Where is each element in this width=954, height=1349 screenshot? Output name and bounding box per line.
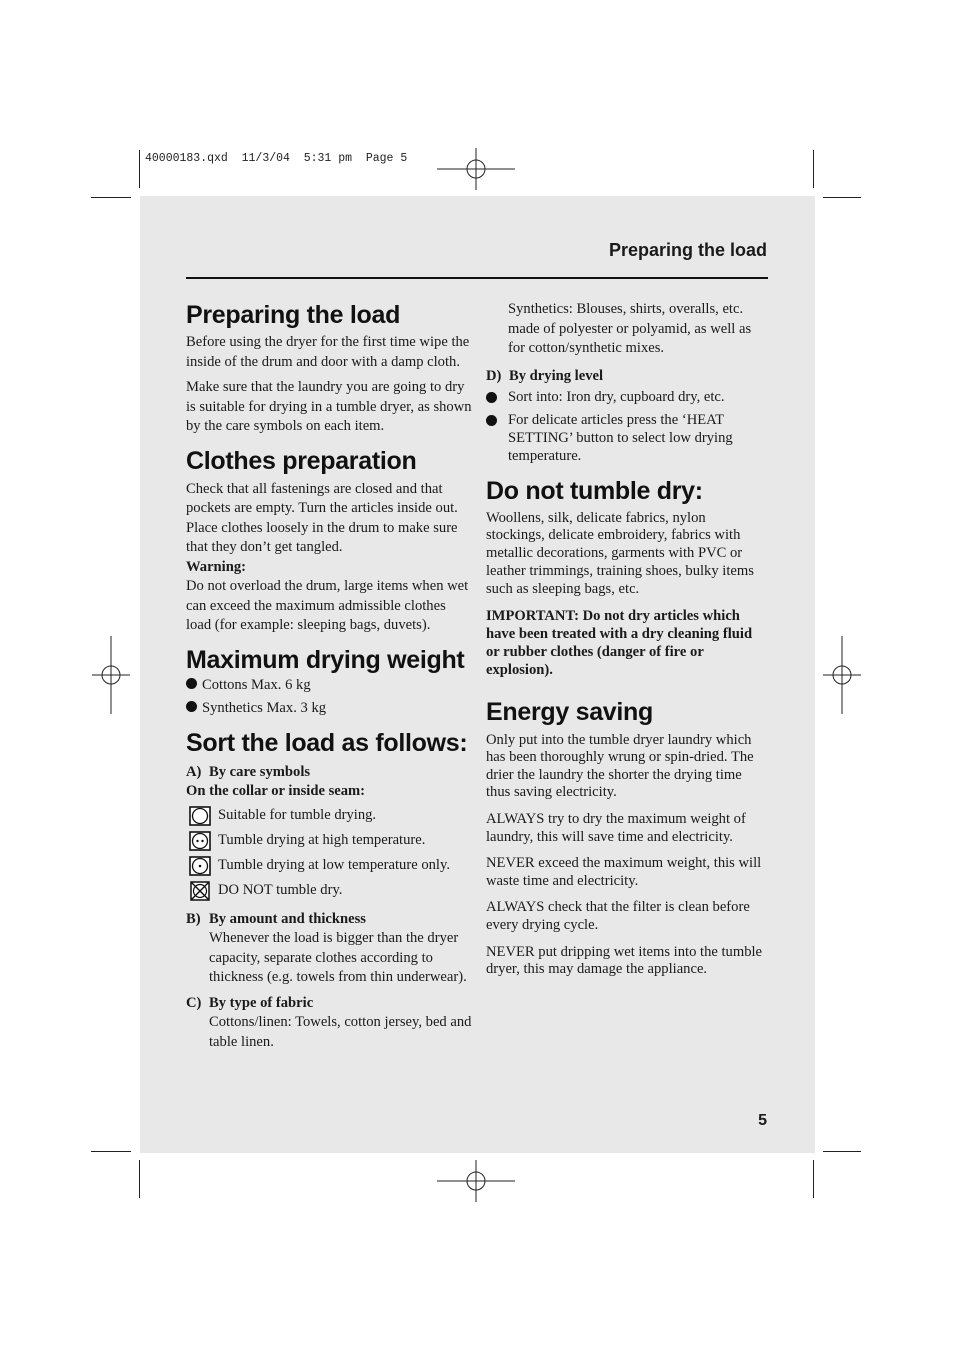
list-item: Cottons Max. 6 kg (186, 676, 472, 696)
section-title-clothes: Clothes preparation (186, 446, 417, 475)
energy-paragraph: NEVER exceed the maximum weight, this will waste time and electricity. (486, 855, 762, 889)
print-slug: 40000183.qxd 11/3/04 5:31 pm Page 5 (145, 152, 408, 165)
list-item: Sort into: Iron dry, cupboard dry, etc. (486, 388, 768, 408)
right-column (486, 300, 768, 979)
registration-mark-right-icon (823, 636, 861, 714)
prep-paragraph-1: Before using the dryer for the first time wipe the inside of the drum and door with a damp cloth. (186, 334, 470, 370)
sub-heading-a: A) By care symbols (186, 763, 311, 780)
list-item: For delicate articles press the ‘HEAT SETTING’ button to select low drying temperature. (486, 411, 768, 465)
energy-paragraph: NEVER put dripping wet items into the tumble dryer, this may damage the appliance. (486, 943, 763, 978)
bullet-icon (486, 415, 497, 426)
fabric-type-text: Cottons/linen: Towels, cotton jersey, bed and table linen. (209, 1014, 472, 1050)
energy-paragraph: ALWAYS try to dry the maximum weight of laundry, this will save time and electricity. (486, 811, 746, 845)
amount-thickness-text: Whenever the load is bigger than the dryer capacity, separate clothes according to thickness (e.g. towels from thin underwear). (209, 930, 467, 985)
left-column (186, 300, 472, 1052)
bullet-icon (486, 392, 497, 403)
synthetics-text: Synthetics: Blouses, shirts, overalls, etc. made of polyester or polyamid, as well as for cotton/synthetic mixes. (508, 301, 752, 356)
tumble-dry-low-icon (186, 855, 214, 877)
care-symbol-row: Tumble drying at high temperature. (186, 829, 472, 854)
care-symbol-row: DO NOT tumble dry. (186, 879, 472, 904)
sub-heading-d: D) By drying level (486, 367, 604, 384)
care-symbol-row: Suitable for tumble drying. (186, 804, 472, 829)
header-rule (186, 277, 768, 279)
bullet-icon (186, 678, 197, 689)
running-head: Preparing the load (608, 240, 767, 260)
registration-mark-top-icon (437, 148, 515, 190)
important-notice: IMPORTANT: Do not dry articles which have been treated with a dry cleaning fluid or rubber clothes (danger of fire or explosion). (486, 608, 753, 678)
list-item: Synthetics Max. 3 kg (186, 699, 472, 719)
do-not-tumble-text: Woollens, silk, delicate fabrics, nylon stockings, delicate embroidery, fabrics with metallic decorations, garments with PVC or leather trimmings, training shoes, bulky items such as sleeping bags, etc. (486, 509, 754, 597)
section-title-do-not-tumble: Do not tumble dry: (486, 476, 703, 505)
energy-paragraph: Only put into the tumble dryer laundry which has been thoroughly wrung or spin-dried. The drier the laundry the shorter the drying time thus saving electricity. (486, 731, 754, 801)
registration-mark-left-icon (92, 636, 130, 714)
warning-text: Do not overload the drum, large items when wet can exceed the maximum admissible clothes load (for example: sleeping bags, duvets). (186, 578, 469, 633)
bullet-icon (186, 701, 197, 712)
section-title-max-weight: Maximum drying weight (186, 645, 465, 674)
clothes-paragraph: Check that all fastenings are closed and that pockets are empty. Turn the articles inside out. Place clothes loosely in the drum to make sure that they don’t get tangled. (186, 480, 458, 555)
section-title-energy: Energy saving (486, 697, 653, 726)
section-title-preparing: Preparing the load (186, 301, 401, 329)
tumble-dry-high-icon (186, 830, 214, 852)
registration-mark-bottom-icon (437, 1160, 515, 1202)
care-symbol-row: Tumble drying at low temperature only. (186, 854, 472, 879)
care-symbols-sub: On the collar or inside seam: (186, 783, 366, 799)
tumble-dry-icon (186, 805, 214, 827)
warning-label: Warning: (186, 558, 247, 575)
sub-heading-c: C) By type of fabric (186, 994, 314, 1011)
section-title-sort: Sort the load as follows: (186, 728, 468, 757)
do-not-tumble-dry-icon (186, 880, 214, 902)
page-number: 5 (758, 1112, 767, 1129)
sub-heading-b: B) By amount and thickness (186, 910, 366, 927)
energy-paragraph: ALWAYS check that the filter is clean before every drying cycle. (486, 899, 750, 934)
prep-paragraph-2: Make sure that the laundry you are going to dry is suitable for drying in a tumble dryer, as shown by the care symbols on each item. (186, 379, 472, 434)
